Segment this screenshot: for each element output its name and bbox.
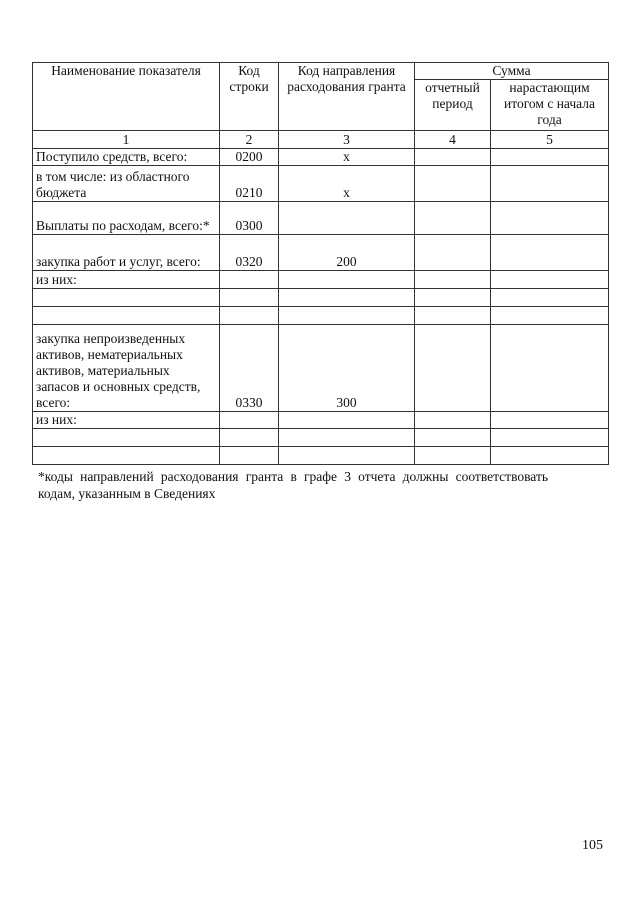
column-number: 1 bbox=[33, 131, 220, 149]
header-code: Код строки bbox=[220, 63, 279, 131]
table-row bbox=[33, 149, 609, 166]
column-number-row bbox=[33, 131, 609, 149]
row-code: 0330 bbox=[220, 325, 279, 412]
row-reporting bbox=[415, 289, 491, 307]
row-reporting bbox=[415, 429, 491, 447]
row-reporting bbox=[415, 325, 491, 412]
header-reporting: отчетный период bbox=[415, 80, 491, 131]
row-reporting bbox=[415, 307, 491, 325]
row-reporting bbox=[415, 447, 491, 465]
row-code bbox=[220, 271, 279, 289]
table-row bbox=[33, 325, 609, 412]
row-direction bbox=[279, 289, 415, 307]
row-cumulative bbox=[491, 289, 609, 307]
row-direction bbox=[279, 412, 415, 429]
row-name bbox=[33, 447, 220, 465]
column-number: 3 bbox=[279, 131, 415, 149]
row-reporting bbox=[415, 235, 491, 271]
row-code bbox=[220, 447, 279, 465]
row-cumulative bbox=[491, 166, 609, 202]
row-code: 0210 bbox=[220, 166, 279, 202]
grant-report-table bbox=[32, 62, 609, 465]
header-direction: Код направления расходования гранта bbox=[279, 63, 415, 131]
column-number: 2 bbox=[220, 131, 279, 149]
row-reporting bbox=[415, 412, 491, 429]
row-name bbox=[33, 307, 220, 325]
row-direction: х bbox=[279, 166, 415, 202]
row-direction bbox=[279, 447, 415, 465]
table-row bbox=[33, 202, 609, 235]
row-reporting bbox=[415, 166, 491, 202]
table-row bbox=[33, 235, 609, 271]
row-code bbox=[220, 429, 279, 447]
row-name: закупка непроизведенных активов, нематериальных активов, материальных запасов и основных средств, всего: bbox=[33, 325, 220, 412]
table-row bbox=[33, 429, 609, 447]
row-direction bbox=[279, 271, 415, 289]
row-direction bbox=[279, 202, 415, 235]
row-name bbox=[33, 429, 220, 447]
row-cumulative bbox=[491, 271, 609, 289]
row-name: в том числе: из областного бюджета bbox=[33, 166, 220, 202]
row-name: Поступило средств, всего: bbox=[33, 149, 220, 166]
table-body bbox=[33, 63, 609, 465]
row-reporting bbox=[415, 202, 491, 235]
row-name: из них: bbox=[33, 271, 220, 289]
row-code: 0300 bbox=[220, 202, 279, 235]
row-code: 0320 bbox=[220, 235, 279, 271]
row-code bbox=[220, 289, 279, 307]
row-cumulative bbox=[491, 307, 609, 325]
row-cumulative bbox=[491, 429, 609, 447]
row-direction bbox=[279, 307, 415, 325]
header-row-1 bbox=[33, 63, 609, 80]
row-direction bbox=[279, 429, 415, 447]
row-cumulative bbox=[491, 412, 609, 429]
row-name: закупка работ и услуг, всего: bbox=[33, 235, 220, 271]
table-row bbox=[33, 412, 609, 429]
row-reporting bbox=[415, 271, 491, 289]
row-name bbox=[33, 289, 220, 307]
row-cumulative bbox=[491, 325, 609, 412]
row-reporting bbox=[415, 149, 491, 166]
row-name: Выплаты по расходам, всего:* bbox=[33, 202, 220, 235]
table-row bbox=[33, 166, 609, 202]
table-row bbox=[33, 289, 609, 307]
table-row bbox=[33, 447, 609, 465]
row-name: из них: bbox=[33, 412, 220, 429]
table-row bbox=[33, 271, 609, 289]
row-cumulative bbox=[491, 447, 609, 465]
table-row bbox=[33, 307, 609, 325]
row-direction: х bbox=[279, 149, 415, 166]
column-number: 5 bbox=[491, 131, 609, 149]
header-name: Наименование показателя bbox=[33, 63, 220, 131]
row-code bbox=[220, 307, 279, 325]
page-number: 105 bbox=[582, 838, 603, 853]
column-number: 4 bbox=[415, 131, 491, 149]
row-cumulative bbox=[491, 235, 609, 271]
row-direction: 300 bbox=[279, 325, 415, 412]
footnote: *коды направлений расходования гранта в графе 3 отчета должны соответствовать кодам, указанным в Сведениях bbox=[38, 469, 548, 501]
row-code: 0200 bbox=[220, 149, 279, 166]
row-code bbox=[220, 412, 279, 429]
row-cumulative bbox=[491, 202, 609, 235]
row-cumulative bbox=[491, 149, 609, 166]
header-sum: Сумма bbox=[415, 63, 609, 80]
row-direction: 200 bbox=[279, 235, 415, 271]
header-cumulative: нарастающим итогом с начала года bbox=[491, 80, 609, 131]
